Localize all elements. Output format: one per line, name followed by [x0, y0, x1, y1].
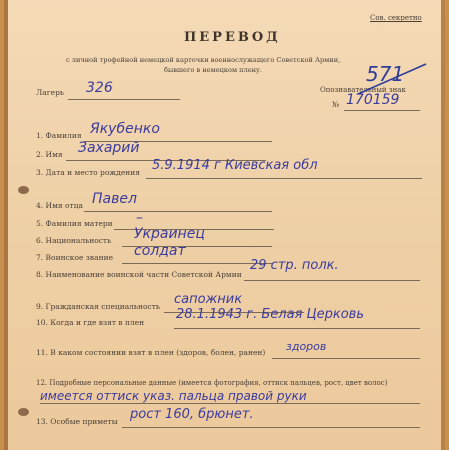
- paper-edge-left: [4, 0, 8, 450]
- field-mother-label: 5. Фамилия матери: [36, 219, 113, 228]
- subtitle-line-2: бывшего в немецком плену.: [164, 66, 263, 74]
- field-marks-value: рост 160, брюнет.: [130, 407, 254, 422]
- binder-hole-bottom: [18, 408, 29, 416]
- field-unit-line: [244, 280, 420, 281]
- field-nationality-label: 6. Национальность: [36, 236, 112, 245]
- field-condition-line: [272, 358, 420, 359]
- camp-value: 326: [86, 80, 113, 96]
- field-mother-value: –: [136, 210, 143, 226]
- id-annotation: 571: [366, 62, 405, 86]
- field-father-value: Павел: [92, 191, 137, 207]
- field-name-label: 2. Имя: [36, 150, 63, 159]
- field-father-line: [84, 211, 272, 212]
- id-number-sign: №: [332, 100, 340, 109]
- field-profession-label: 9. Гражданская специальность: [36, 302, 160, 311]
- field-father-label: 4. Имя отца: [36, 201, 83, 210]
- field-marks-label: 13. Особые приметы: [36, 417, 118, 426]
- annotation-strike-mark: [354, 58, 432, 98]
- field-birth-line: [146, 178, 422, 179]
- field-personal-data-value: имеется оттиск указ. пальца правой руки: [40, 389, 307, 403]
- classification-stamp: Сов. секретно: [370, 14, 422, 22]
- subtitle-line-1: с личной трофейной немецкой карточки военнослужащего Советской Армии,: [66, 56, 341, 64]
- id-value: 170159: [346, 92, 400, 108]
- id-line: [344, 110, 420, 111]
- id-tag-label: Опознавательный знак: [320, 86, 406, 94]
- camp-label: Лагерь: [36, 88, 64, 97]
- field-birth-label: 3. Дата и место рождения: [36, 168, 141, 177]
- field-captured-value: 28.1.1943 г. Белая Церковь: [176, 307, 365, 322]
- field-condition-label: 11. В каком состоянии взят в плен (здоров, болен, ранен): [36, 348, 266, 357]
- field-surname-value: Якубенко: [90, 121, 160, 137]
- field-rank-value: солдат: [134, 243, 186, 259]
- field-personal-data-label: 12. Подробные персональные данные (имеется фотография, оттиск пальцев, рост, цвет волос): [36, 379, 388, 387]
- field-condition-value: здоров: [286, 340, 327, 353]
- field-captured-line: [174, 328, 420, 329]
- field-profession-value: сапожник: [174, 292, 243, 307]
- field-unit-value: 29 стр. полк.: [250, 258, 339, 273]
- field-marks-line: [122, 427, 420, 428]
- document-title: ПЕРЕВОД: [184, 30, 281, 45]
- field-surname-label: 1. Фамилия: [36, 131, 82, 140]
- binder-hole-top: [18, 186, 29, 194]
- document-sheet: [4, 0, 445, 450]
- field-captured-label: 10. Когда и где взят в плен: [36, 318, 145, 327]
- field-nationality-value: Украинец: [134, 226, 205, 242]
- paper-edge-right: [441, 0, 445, 450]
- field-rank-label: 7. Воинское звание: [36, 253, 114, 262]
- field-personal-data-line: [40, 403, 420, 404]
- field-unit-label: 8. Наименование воинской части Советской Армии: [36, 270, 242, 279]
- field-name-value: Захарий: [78, 140, 140, 156]
- camp-line: [68, 99, 180, 100]
- field-birth-value: 5.9.1914 г Киевская обл: [152, 158, 318, 173]
